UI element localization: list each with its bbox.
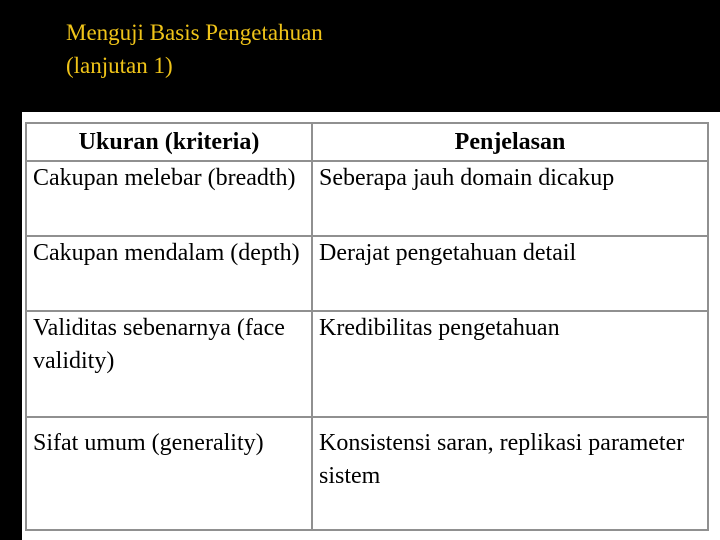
table-cell-criteria (26, 161, 312, 236)
table-row (26, 236, 708, 311)
cell-text: Cakupan mendalam (depth) (33, 240, 300, 266)
slide-title-line-2: (lanjutan 1) (66, 53, 173, 78)
table-cell-explanation (312, 417, 708, 530)
table-cell-criteria (26, 417, 312, 530)
table-header-criteria: Ukuran (kriteria) (26, 123, 312, 161)
table-row (26, 417, 708, 530)
cell-text: Kredibilitas pengetahuan (319, 315, 560, 341)
cell-text: Validitas sebenarnya (face validity) (33, 315, 285, 374)
table-cell-explanation (312, 161, 708, 236)
cell-text: Sifat umum (generality) (33, 430, 264, 456)
slide-title (66, 16, 666, 82)
cell-text: Konsistensi saran, replikasi parameter sistem (319, 430, 685, 489)
criteria-table (25, 122, 709, 531)
table-cell-criteria (26, 311, 312, 417)
table-row (26, 161, 708, 236)
content-area (22, 112, 720, 540)
table-header-explanation: Penjelasan (312, 123, 708, 161)
table-row (26, 311, 708, 417)
table-cell-explanation (312, 236, 708, 311)
table-header-row (26, 123, 708, 161)
table-cell-criteria (26, 236, 312, 311)
cell-text: Seberapa jauh domain dicakup (319, 165, 615, 191)
cell-text: Derajat pengetahuan detail (319, 240, 577, 266)
cell-text: Cakupan melebar (breadth) (33, 165, 296, 191)
table-cell-explanation (312, 311, 708, 417)
slide-title-line-1: Menguji Basis Pengetahuan (66, 20, 323, 45)
